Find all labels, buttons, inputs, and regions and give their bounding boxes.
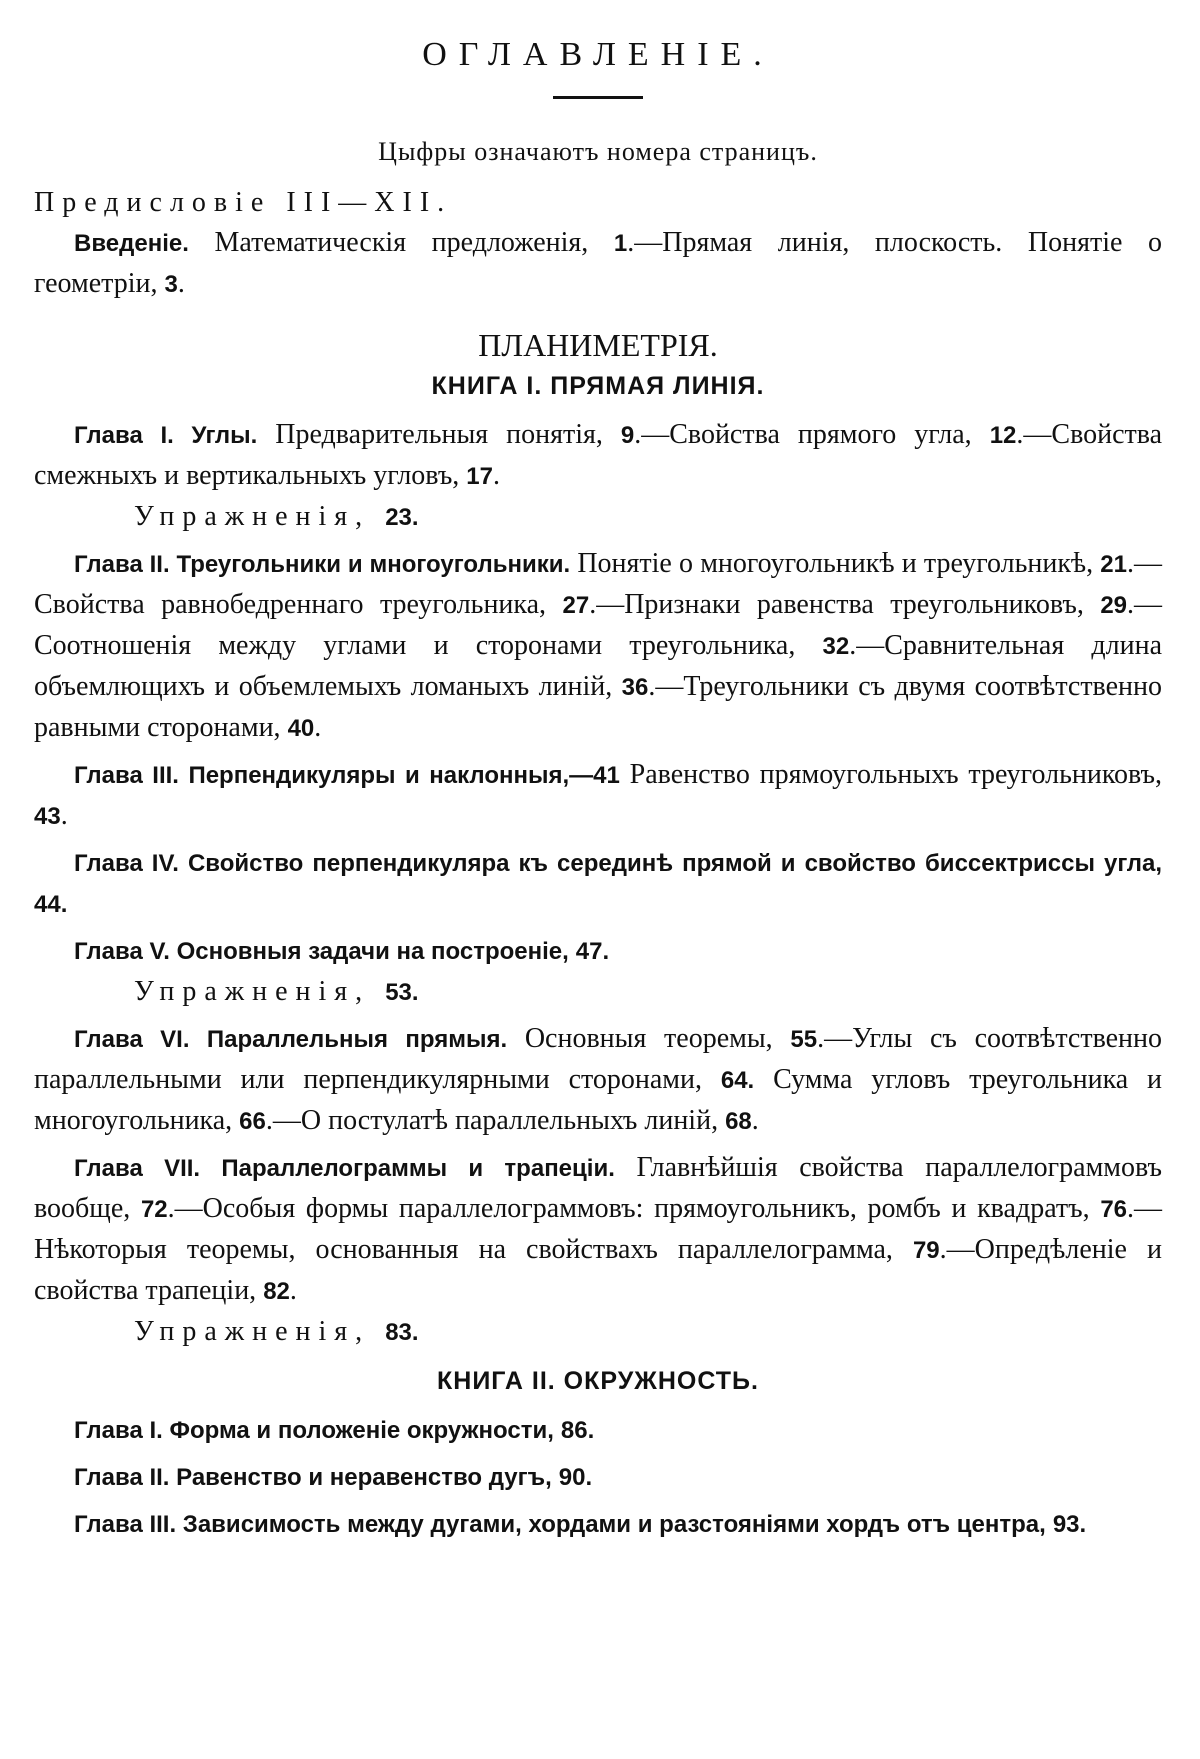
page-number: 41 <box>593 762 620 789</box>
page-number: 40 <box>287 715 315 742</box>
chapter-text: . <box>493 460 500 491</box>
book2-chapter-1 <box>34 1410 1162 1451</box>
book2-chapter-3 <box>34 1504 1162 1545</box>
page-number: 17 <box>466 463 493 490</box>
chapter-text: . <box>751 1105 759 1136</box>
page-number: 90 <box>558 1464 586 1491</box>
chapter-label: Глава I. Форма и положеніе окружности, <box>74 1417 554 1444</box>
chapter-text: .—Треугольники съ двумя соотвѣтственно равными сторонами, <box>34 671 1163 743</box>
book1-chapter-5 <box>34 931 1162 972</box>
chapter-text: .—Свойства равнобедреннаго треугольника, <box>34 548 1162 620</box>
preface-entry: Предисловіе III—XII. <box>34 187 453 218</box>
chapter-text: .—Соотношенія между углами и сторонами треугольника, <box>34 589 1163 661</box>
page-number: 47 <box>575 938 603 965</box>
chapter-text: . <box>60 800 68 831</box>
chapter-label: Глава I. Углы. <box>74 422 258 449</box>
page-number: 68 <box>725 1108 752 1135</box>
chapter-text: .—Свойства смежныхъ и вертикальныхъ угловъ, <box>34 419 1163 491</box>
intro-entry <box>34 223 1162 305</box>
page-number: 93 <box>1052 1511 1080 1538</box>
chapter-text: . <box>587 1417 595 1444</box>
intro-text: Математическія предложенія, <box>214 227 589 258</box>
page-number: 23. <box>385 504 419 531</box>
book1-chapter-3 <box>34 755 1162 837</box>
chapter-text: .—Свойства прямого угла, <box>634 419 972 450</box>
page-number: 36 <box>621 674 649 701</box>
page-number: 76 <box>1100 1196 1128 1223</box>
book1-chapter-4 <box>34 843 1162 925</box>
page-number: 66 <box>239 1108 266 1135</box>
intro-page-1: 1 <box>613 230 628 257</box>
book2-heading: КНИГА II. ОКРУЖНОСТЬ. <box>437 1367 759 1395</box>
page-number: 55 <box>790 1026 818 1053</box>
book1-chapter-1 <box>34 415 1162 497</box>
page-number: 21 <box>1100 551 1127 578</box>
chapter-text: . <box>60 891 68 918</box>
chapter-label: Глава IV. Свойство перпендикуляра къ серединѣ прямой и свойство биссектриссы угла, <box>74 850 1162 877</box>
page-number: 79 <box>912 1237 940 1264</box>
chapter-label: Глава III. Зависимость между дугами, хордами и разстояніями хордъ отъ центра, <box>74 1511 1046 1538</box>
book2-chapter-2 <box>34 1457 1162 1498</box>
chapter-text: . <box>289 1275 297 1306</box>
exercises-label: Упражненія, <box>134 976 371 1007</box>
intro-label: Введеніе. <box>74 230 189 257</box>
page-number: 43 <box>34 803 61 830</box>
page-number: 86 <box>560 1417 588 1444</box>
chapter-text: . <box>1079 1511 1087 1538</box>
chapter-label: Глава II. Треугольники и многоугольники. <box>74 551 571 578</box>
chapter-label: Глава V. Основныя задачи на построеніе, <box>74 938 569 965</box>
exercises-label: Упражненія, <box>134 501 371 532</box>
book1-chapter-7 <box>34 1148 1162 1312</box>
chapter-text: .—Нѣкоторыя теоремы, основанныя на свойствахъ параллелограмма, <box>34 1193 1163 1265</box>
chapter-text: Сумма угловъ треугольника и многоугольника, <box>34 1064 1163 1136</box>
chapter-text: .—Признаки равенства треугольниковъ, <box>589 589 1084 620</box>
page-note: Цыфры означаютъ номера страницъ. <box>378 137 818 166</box>
page-number: 82 <box>263 1278 290 1305</box>
chapter-label: Глава VII. Параллелограммы и трапеціи. <box>74 1155 615 1182</box>
book1-exercises-2 <box>34 972 1162 1013</box>
page-number: 29 <box>1100 592 1128 619</box>
book1-chapter-6 <box>34 1019 1162 1142</box>
intro-text-2: .—Прямая линія, плоскость. Понятіе о геометріи, <box>34 227 1162 299</box>
page-number: 83. <box>385 1319 419 1346</box>
book1-heading: КНИГА I. ПРЯМАЯ ЛИНІЯ. <box>431 372 765 400</box>
chapter-text: .—О постулатѣ параллельныхъ линій, <box>265 1105 719 1136</box>
chapter-label: Глава III. Перпендикуляры и наклонныя,— <box>74 762 594 789</box>
page-number: 32 <box>822 633 850 660</box>
chapter-text: .—Углы съ соотвѣтственно параллельными или перпендикулярными сторонами, <box>34 1023 1163 1095</box>
chapter-text: Предварительныя понятія, <box>275 419 603 450</box>
page-number: 53. <box>385 979 419 1006</box>
page-number: 27 <box>562 592 590 619</box>
book1-exercises-1 <box>34 497 1162 538</box>
title-rule <box>553 96 643 99</box>
chapter-text: Основныя теоремы, <box>524 1023 773 1054</box>
page-number: 64. <box>720 1067 755 1094</box>
chapter-label: Глава II. Равенство и неравенство дугъ, <box>74 1464 552 1491</box>
intro-page-2: 3 <box>164 271 178 298</box>
chapter-text: Понятіе о многоугольникѣ и треугольникѣ, <box>577 548 1094 579</box>
intro-end: . <box>177 268 185 299</box>
chapter-text: . <box>314 712 322 743</box>
page-title: ОГЛАВЛЕНІЕ. <box>422 36 774 73</box>
chapter-text: .—Особыя формы параллелограммовъ: прямоугольникъ, ромбъ и квадратъ, <box>167 1193 1090 1224</box>
page-number: 9 <box>620 422 635 449</box>
chapter-text: .—Сравнительная длина объемлющихъ и объемлемыхъ ломаныхъ линій, <box>34 630 1162 702</box>
chapter-text: . <box>585 1464 593 1491</box>
book1-chapter-2 <box>34 544 1162 749</box>
page-number: 44 <box>34 891 61 918</box>
page-number: 72 <box>140 1196 168 1223</box>
chapter-text: . <box>602 938 610 965</box>
book1-exercises-3 <box>34 1312 1162 1353</box>
part-heading: ПЛАНИМЕТРІЯ. <box>478 327 718 363</box>
chapter-label: Глава VI. Параллельныя прямыя. <box>74 1026 508 1053</box>
chapter-text: .—Опредѣленіе и свойства трапеціи, <box>34 1234 1162 1306</box>
chapter-text: Равенство прямоугольныхъ треугольниковъ, <box>629 759 1162 790</box>
chapter-text: Главнѣйшія свойства параллелограммовъ вообще, <box>34 1152 1163 1224</box>
exercises-label: Упражненія, <box>134 1316 371 1347</box>
page-number: 12 <box>989 422 1017 449</box>
